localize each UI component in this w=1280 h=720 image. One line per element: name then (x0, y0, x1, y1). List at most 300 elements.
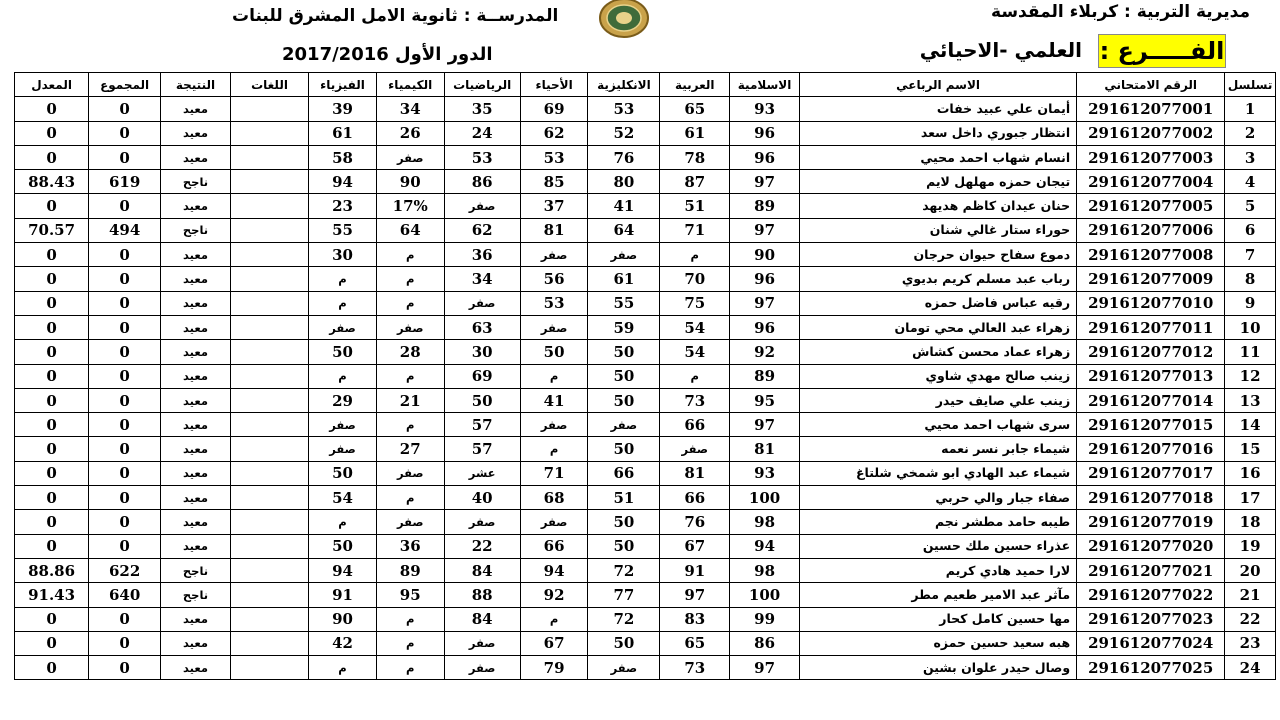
cell-arabic: 67 (660, 534, 730, 558)
cell-average: 0 (15, 145, 89, 169)
table-row (15, 267, 1276, 291)
document-header (0, 0, 1280, 72)
cell-math: 24 (444, 121, 520, 145)
cell-chemistry: صفر (376, 315, 444, 339)
cell-biology: 37 (520, 194, 588, 218)
cell-result: معيد (161, 534, 231, 558)
cell-serial: 21 (1225, 583, 1276, 607)
cell-islamic: 93 (730, 97, 800, 121)
cell-total: 0 (89, 267, 161, 291)
cell-physics: 91 (309, 583, 377, 607)
cell-exam-number: 291612077014 (1077, 388, 1225, 412)
cell-english: 59 (588, 315, 660, 339)
cell-languages (230, 243, 308, 267)
cell-chemistry: 17% (376, 194, 444, 218)
column-header-result: النتيجة (161, 73, 231, 97)
column-header-arabic: العربية (660, 73, 730, 97)
cell-full-name: صفاء جبار والي حربي (799, 486, 1076, 510)
table-row (15, 170, 1276, 194)
cell-chemistry: م (376, 413, 444, 437)
cell-islamic: 89 (730, 364, 800, 388)
exam-round: الدور الأول 2017/2016 (282, 44, 493, 65)
cell-arabic: 61 (660, 121, 730, 145)
cell-biology: صفر (520, 413, 588, 437)
table-row (15, 583, 1276, 607)
directorate-label: مديرية التربية : كربلاء المقدسة (991, 2, 1250, 22)
cell-chemistry: 34 (376, 97, 444, 121)
cell-total: 640 (89, 583, 161, 607)
cell-math: 84 (444, 607, 520, 631)
table-row (15, 243, 1276, 267)
cell-islamic: 96 (730, 121, 800, 145)
cell-exam-number: 291612077006 (1077, 218, 1225, 242)
cell-physics: صفر (309, 437, 377, 461)
cell-english: 50 (588, 510, 660, 534)
cell-islamic: 98 (730, 510, 800, 534)
cell-math: 62 (444, 218, 520, 242)
cell-serial: 3 (1225, 145, 1276, 169)
cell-english: 77 (588, 583, 660, 607)
cell-full-name: رباب عبد مسلم كريم بديوي (799, 267, 1076, 291)
cell-serial: 23 (1225, 631, 1276, 655)
cell-islamic: 81 (730, 437, 800, 461)
cell-biology: 53 (520, 145, 588, 169)
table-row (15, 97, 1276, 121)
cell-exam-number: 291612077002 (1077, 121, 1225, 145)
cell-biology: م (520, 364, 588, 388)
cell-exam-number: 291612077021 (1077, 558, 1225, 582)
cell-exam-number: 291612077023 (1077, 607, 1225, 631)
cell-result: معيد (161, 364, 231, 388)
table-body (15, 97, 1276, 680)
cell-exam-number: 291612077004 (1077, 170, 1225, 194)
cell-serial: 1 (1225, 97, 1276, 121)
cell-islamic: 100 (730, 583, 800, 607)
cell-islamic: 99 (730, 607, 800, 631)
cell-english: 76 (588, 145, 660, 169)
cell-full-name: وصال حيدر علوان بشين (799, 656, 1076, 680)
cell-chemistry: 27 (376, 437, 444, 461)
cell-exam-number: 291612077022 (1077, 583, 1225, 607)
cell-exam-number: 291612077024 (1077, 631, 1225, 655)
cell-math: عشر (444, 461, 520, 485)
cell-average: 0 (15, 534, 89, 558)
cell-chemistry: 95 (376, 583, 444, 607)
column-header-biology: الأحياء (520, 73, 588, 97)
cell-islamic: 97 (730, 291, 800, 315)
cell-total: 0 (89, 534, 161, 558)
cell-exam-number: 291612077015 (1077, 413, 1225, 437)
table-row (15, 291, 1276, 315)
cell-math: صفر (444, 656, 520, 680)
cell-full-name: حوراء ستار غالي شنان (799, 218, 1076, 242)
cell-biology: 56 (520, 267, 588, 291)
cell-physics: 90 (309, 607, 377, 631)
column-header-languages: اللغات (230, 73, 308, 97)
cell-full-name: انتظار جبوري داخل سعد (799, 121, 1076, 145)
cell-total: 0 (89, 121, 161, 145)
cell-physics: صفر (309, 413, 377, 437)
cell-average: 0 (15, 631, 89, 655)
cell-biology: 41 (520, 388, 588, 412)
cell-biology: م (520, 437, 588, 461)
cell-serial: 11 (1225, 340, 1276, 364)
cell-math: 88 (444, 583, 520, 607)
cell-result: معيد (161, 656, 231, 680)
table-row (15, 315, 1276, 339)
cell-total: 0 (89, 340, 161, 364)
cell-exam-number: 291612077018 (1077, 486, 1225, 510)
cell-chemistry: صفر (376, 510, 444, 534)
column-header-serial: تسلسل (1225, 73, 1276, 97)
cell-full-name: تيجان حمزه مهلهل لايم (799, 170, 1076, 194)
cell-serial: 16 (1225, 461, 1276, 485)
cell-languages (230, 340, 308, 364)
cell-result: معيد (161, 243, 231, 267)
cell-serial: 5 (1225, 194, 1276, 218)
branch-label-box: الفـــــرع : (1098, 34, 1226, 68)
cell-serial: 13 (1225, 388, 1276, 412)
cell-islamic: 98 (730, 558, 800, 582)
cell-english: 50 (588, 388, 660, 412)
cell-math: 36 (444, 243, 520, 267)
cell-languages (230, 510, 308, 534)
cell-arabic: 81 (660, 461, 730, 485)
cell-arabic: 75 (660, 291, 730, 315)
cell-languages (230, 534, 308, 558)
cell-biology: 67 (520, 631, 588, 655)
cell-exam-number: 291612077013 (1077, 364, 1225, 388)
cell-english: 50 (588, 534, 660, 558)
cell-chemistry: 36 (376, 534, 444, 558)
cell-languages (230, 437, 308, 461)
cell-arabic: 87 (660, 170, 730, 194)
cell-average: 88.43 (15, 170, 89, 194)
cell-english: 66 (588, 461, 660, 485)
cell-chemistry: 21 (376, 388, 444, 412)
cell-full-name: شيماء جابر نسر نعمه (799, 437, 1076, 461)
cell-full-name: أيمان علي عبيد خفات (799, 97, 1076, 121)
cell-result: معيد (161, 340, 231, 364)
cell-average: 0 (15, 486, 89, 510)
cell-biology: 62 (520, 121, 588, 145)
cell-languages (230, 267, 308, 291)
cell-english: 53 (588, 97, 660, 121)
cell-physics: م (309, 267, 377, 291)
cell-physics: 58 (309, 145, 377, 169)
cell-exam-number: 291612077025 (1077, 656, 1225, 680)
cell-chemistry: 26 (376, 121, 444, 145)
cell-arabic: 51 (660, 194, 730, 218)
cell-languages (230, 631, 308, 655)
cell-exam-number: 291612077020 (1077, 534, 1225, 558)
cell-result: معيد (161, 121, 231, 145)
cell-biology: م (520, 607, 588, 631)
cell-average: 0 (15, 364, 89, 388)
cell-total: 619 (89, 170, 161, 194)
cell-full-name: سرى شهاب احمد محيي (799, 413, 1076, 437)
cell-physics: 55 (309, 218, 377, 242)
cell-result: معيد (161, 461, 231, 485)
cell-languages (230, 607, 308, 631)
cell-biology: 81 (520, 218, 588, 242)
cell-serial: 6 (1225, 218, 1276, 242)
cell-math: صفر (444, 631, 520, 655)
cell-islamic: 96 (730, 145, 800, 169)
cell-result: معيد (161, 486, 231, 510)
cell-physics: 23 (309, 194, 377, 218)
table-row (15, 486, 1276, 510)
cell-average: 0 (15, 194, 89, 218)
cell-english: 80 (588, 170, 660, 194)
cell-result: معيد (161, 388, 231, 412)
table-row (15, 218, 1276, 242)
cell-full-name: عذراء حسين ملك حسين (799, 534, 1076, 558)
cell-full-name: زينب صالح مهدي شاوي (799, 364, 1076, 388)
table-row (15, 558, 1276, 582)
cell-islamic: 100 (730, 486, 800, 510)
cell-arabic: 78 (660, 145, 730, 169)
cell-total: 0 (89, 194, 161, 218)
cell-languages (230, 558, 308, 582)
cell-exam-number: 291612077016 (1077, 437, 1225, 461)
cell-physics: 50 (309, 461, 377, 485)
table-row (15, 534, 1276, 558)
cell-arabic: 71 (660, 218, 730, 242)
cell-english: صفر (588, 413, 660, 437)
cell-average: 70.57 (15, 218, 89, 242)
cell-total: 0 (89, 97, 161, 121)
cell-english: 50 (588, 631, 660, 655)
cell-exam-number: 291612077009 (1077, 267, 1225, 291)
cell-full-name: انسام شهاب احمد محيي (799, 145, 1076, 169)
cell-english: 50 (588, 364, 660, 388)
cell-exam-number: 291612077012 (1077, 340, 1225, 364)
cell-physics: 39 (309, 97, 377, 121)
cell-result: معيد (161, 145, 231, 169)
cell-biology: صفر (520, 243, 588, 267)
cell-full-name: زهراء عماد محسن كشاش (799, 340, 1076, 364)
column-header-physics: الفيزياء (309, 73, 377, 97)
cell-islamic: 90 (730, 243, 800, 267)
cell-total: 0 (89, 607, 161, 631)
cell-average: 0 (15, 388, 89, 412)
cell-arabic: 83 (660, 607, 730, 631)
cell-exam-number: 291612077017 (1077, 461, 1225, 485)
cell-average: 91.43 (15, 583, 89, 607)
cell-exam-number: 291612077019 (1077, 510, 1225, 534)
cell-chemistry: م (376, 291, 444, 315)
cell-languages (230, 145, 308, 169)
cell-math: 35 (444, 97, 520, 121)
cell-arabic: 66 (660, 486, 730, 510)
cell-arabic: 91 (660, 558, 730, 582)
cell-average: 0 (15, 267, 89, 291)
column-header-total: المجموع (89, 73, 161, 97)
table-row (15, 340, 1276, 364)
cell-biology: 92 (520, 583, 588, 607)
column-header-full-name: الاسم الرباعي (799, 73, 1076, 97)
cell-full-name: حنان عيدان كاظم هديهد (799, 194, 1076, 218)
cell-full-name: مآثر عبد الامير طعيم مطر (799, 583, 1076, 607)
cell-biology: 71 (520, 461, 588, 485)
cell-result: ناجح (161, 583, 231, 607)
cell-math: 57 (444, 413, 520, 437)
cell-average: 0 (15, 121, 89, 145)
cell-math: 84 (444, 558, 520, 582)
table-row (15, 607, 1276, 631)
cell-biology: 53 (520, 291, 588, 315)
cell-languages (230, 388, 308, 412)
cell-result: معيد (161, 267, 231, 291)
cell-biology: 79 (520, 656, 588, 680)
cell-chemistry: صفر (376, 145, 444, 169)
cell-serial: 14 (1225, 413, 1276, 437)
cell-average: 0 (15, 413, 89, 437)
cell-total: 0 (89, 656, 161, 680)
table-row (15, 145, 1276, 169)
cell-chemistry: م (376, 656, 444, 680)
cell-math: صفر (444, 291, 520, 315)
cell-exam-number: 291612077001 (1077, 97, 1225, 121)
cell-math: 40 (444, 486, 520, 510)
cell-physics: 94 (309, 558, 377, 582)
cell-total: 0 (89, 510, 161, 534)
cell-physics: 29 (309, 388, 377, 412)
cell-math: صفر (444, 194, 520, 218)
cell-languages (230, 315, 308, 339)
cell-math: 30 (444, 340, 520, 364)
cell-physics: م (309, 291, 377, 315)
cell-languages (230, 218, 308, 242)
cell-arabic: 70 (660, 267, 730, 291)
cell-english: 64 (588, 218, 660, 242)
cell-english: صفر (588, 243, 660, 267)
cell-english: 51 (588, 486, 660, 510)
cell-biology: 68 (520, 486, 588, 510)
cell-result: معيد (161, 510, 231, 534)
cell-math: 53 (444, 145, 520, 169)
cell-physics: م (309, 364, 377, 388)
cell-arabic: م (660, 364, 730, 388)
cell-chemistry: م (376, 243, 444, 267)
cell-average: 0 (15, 97, 89, 121)
cell-physics: 54 (309, 486, 377, 510)
school-name: المدرســة : ثانوية الامل المشرق للبنات (232, 6, 559, 26)
cell-languages (230, 170, 308, 194)
cell-chemistry: م (376, 631, 444, 655)
cell-serial: 20 (1225, 558, 1276, 582)
cell-total: 494 (89, 218, 161, 242)
school-seal-icon (598, 0, 650, 38)
cell-total: 0 (89, 413, 161, 437)
cell-math: 22 (444, 534, 520, 558)
cell-result: معيد (161, 607, 231, 631)
cell-full-name: دموع سفاح حيوان حرجان (799, 243, 1076, 267)
cell-chemistry: 90 (376, 170, 444, 194)
cell-average: 0 (15, 291, 89, 315)
cell-average: 88.86 (15, 558, 89, 582)
cell-result: معيد (161, 194, 231, 218)
cell-islamic: 93 (730, 461, 800, 485)
cell-result: معيد (161, 291, 231, 315)
cell-english: 41 (588, 194, 660, 218)
cell-physics: 42 (309, 631, 377, 655)
results-table (14, 72, 1276, 680)
cell-arabic: 97 (660, 583, 730, 607)
cell-total: 622 (89, 558, 161, 582)
cell-total: 0 (89, 437, 161, 461)
cell-average: 0 (15, 340, 89, 364)
cell-serial: 9 (1225, 291, 1276, 315)
column-header-english: الانكليزية (588, 73, 660, 97)
cell-english: 61 (588, 267, 660, 291)
cell-physics: 30 (309, 243, 377, 267)
cell-arabic: صفر (660, 437, 730, 461)
table-row (15, 510, 1276, 534)
cell-result: معيد (161, 315, 231, 339)
cell-physics: 50 (309, 534, 377, 558)
cell-total: 0 (89, 364, 161, 388)
cell-serial: 4 (1225, 170, 1276, 194)
cell-chemistry: م (376, 364, 444, 388)
results-table-wrapper (14, 72, 1276, 720)
cell-english: 72 (588, 607, 660, 631)
cell-biology: 69 (520, 97, 588, 121)
cell-islamic: 97 (730, 170, 800, 194)
cell-languages (230, 461, 308, 485)
cell-result: معيد (161, 437, 231, 461)
cell-languages (230, 583, 308, 607)
cell-serial: 18 (1225, 510, 1276, 534)
cell-languages (230, 413, 308, 437)
cell-serial: 7 (1225, 243, 1276, 267)
cell-physics: م (309, 510, 377, 534)
table-row (15, 461, 1276, 485)
cell-languages (230, 364, 308, 388)
cell-english: 55 (588, 291, 660, 315)
cell-serial: 2 (1225, 121, 1276, 145)
cell-english: 50 (588, 340, 660, 364)
cell-serial: 17 (1225, 486, 1276, 510)
cell-languages (230, 194, 308, 218)
cell-islamic: 89 (730, 194, 800, 218)
cell-exam-number: 291612077003 (1077, 145, 1225, 169)
cell-full-name: هبه سعيد حسين حمزه (799, 631, 1076, 655)
cell-average: 0 (15, 510, 89, 534)
cell-chemistry: م (376, 607, 444, 631)
cell-result: معيد (161, 413, 231, 437)
cell-full-name: مها حسين كامل كحار (799, 607, 1076, 631)
cell-biology: صفر (520, 510, 588, 534)
column-header-exam-number: الرقم الامتحاني (1077, 73, 1225, 97)
cell-arabic: 76 (660, 510, 730, 534)
cell-physics: م (309, 656, 377, 680)
cell-arabic: م (660, 243, 730, 267)
cell-islamic: 97 (730, 218, 800, 242)
cell-islamic: 92 (730, 340, 800, 364)
cell-total: 0 (89, 291, 161, 315)
cell-chemistry: 89 (376, 558, 444, 582)
cell-serial: 12 (1225, 364, 1276, 388)
cell-chemistry: م (376, 486, 444, 510)
cell-total: 0 (89, 315, 161, 339)
cell-arabic: 65 (660, 97, 730, 121)
cell-total: 0 (89, 631, 161, 655)
cell-languages (230, 656, 308, 680)
cell-exam-number: 291612077005 (1077, 194, 1225, 218)
cell-languages (230, 291, 308, 315)
